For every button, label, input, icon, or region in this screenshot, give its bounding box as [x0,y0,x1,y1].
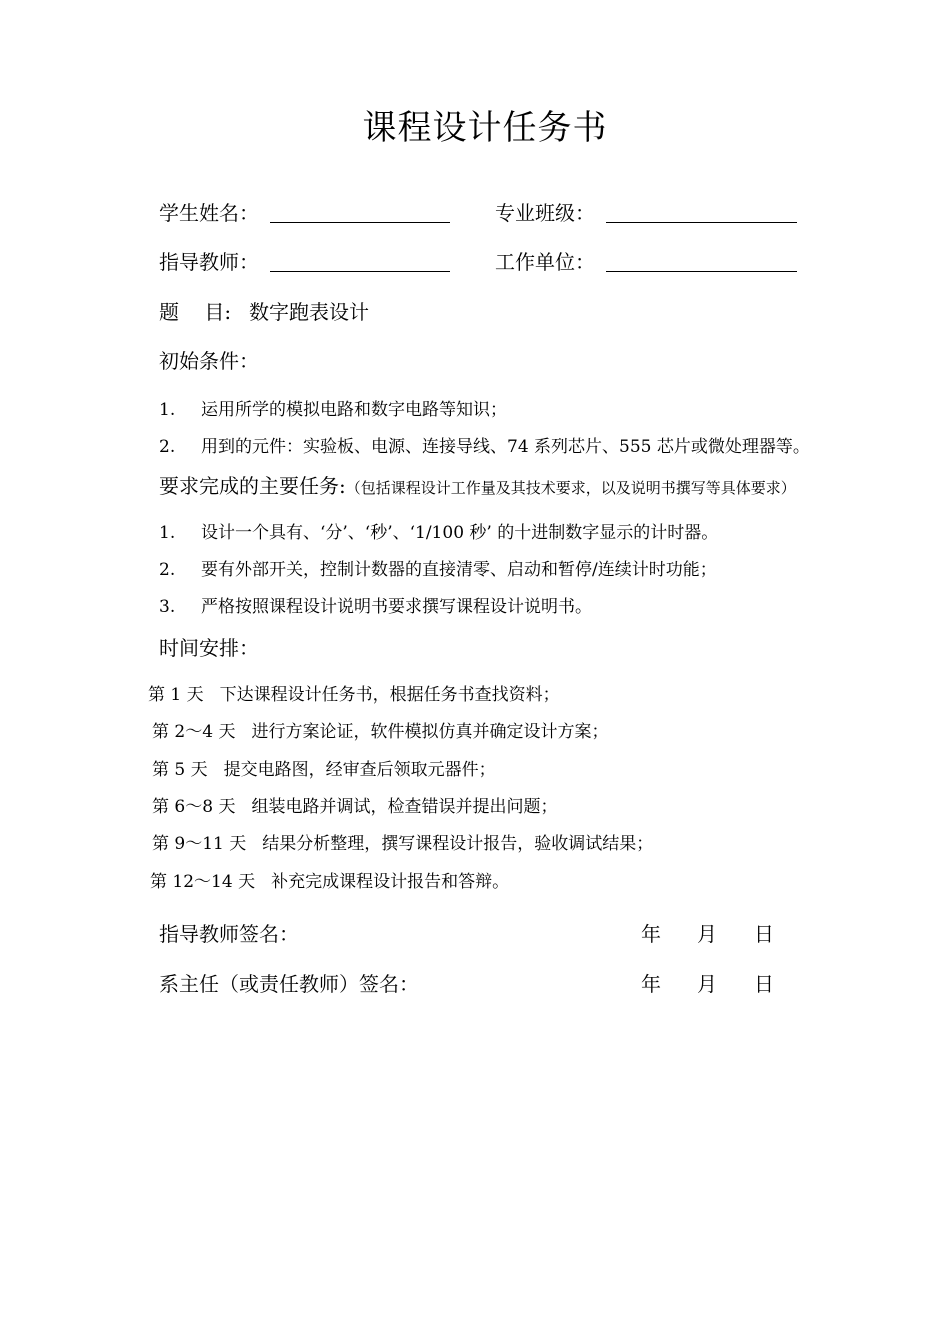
schedule-task: 结果分析整理，撰写课程设计报告，验收调试结果； [262,834,654,854]
item-text: 运用所学的模拟电路和数字电路等知识； [201,400,507,420]
topic-label: 题 目: [159,300,232,324]
main-tasks-note: （包括课程设计工作量及其技术要求，以及说明书撰写等具体要求） [345,479,796,497]
schedule-row [152,717,608,742]
item-text: 要有外部开关，控制计数器的直接清零、启动和暂停/连续计时功能； [201,560,717,580]
schedule-day: 第 6～8 天 [152,797,236,817]
major-class-blank [606,222,797,223]
item-number: 1. [159,523,176,543]
item-text: 严格按照课程设计说明书要求撰写课程设计说明书。 [201,597,592,617]
month-label: 月 [697,922,717,946]
day-label: 日 [754,972,774,996]
student-name-blank [270,222,450,223]
month-label: 月 [697,972,717,996]
initial-conditions-heading: 初始条件： [159,349,259,373]
schedule-day: 第 1 天 [148,685,204,705]
schedule-day: 第 2～4 天 [152,722,236,742]
work-unit-label: 工作单位： [495,250,595,274]
advisor-blank [270,271,450,272]
schedule-heading: 时间安排： [159,636,259,660]
schedule-row [152,792,557,817]
list-item [159,432,810,457]
student-name-label: 学生姓名： [159,201,259,225]
main-tasks-header [159,470,796,499]
list-item [159,592,592,617]
topic-value: 数字跑表设计 [249,300,369,324]
schedule-task: 提交电路图，经审查后领取元器件； [223,760,496,780]
item-number: 3. [159,597,176,617]
day-label: 日 [754,922,774,946]
schedule-task: 进行方案论证，软件模拟仿真并确定设计方案； [251,722,609,742]
year-label: 年 [641,972,661,996]
schedule-task: 下达课程设计任务书，根据任务书查找资料； [219,685,560,705]
item-number: 1. [159,400,176,420]
list-item [159,395,507,420]
schedule-task: 补充完成课程设计报告和答辩。 [271,872,510,892]
schedule-day: 第 12～14 天 [150,872,256,892]
item-number: 2. [159,437,176,457]
schedule-row [148,680,560,705]
schedule-row [152,755,496,780]
schedule-day: 第 9～11 天 [152,834,247,854]
schedule-task: 组装电路并调试，检查错误并提出问题； [251,797,558,817]
year-label: 年 [641,922,661,946]
page-title: 课程设计任务书 [362,108,608,148]
main-tasks-heading: 要求完成的主要任务: [159,474,346,498]
advisor-signature-label: 指导教师签名： [159,922,299,946]
list-item [159,518,718,543]
schedule-row [150,867,509,892]
work-unit-blank [606,271,797,272]
director-signature-label: 系主任（或责任教师）签名： [159,972,419,996]
item-number: 2. [159,560,176,580]
schedule-row [152,829,653,854]
list-item [159,555,717,580]
major-class-label: 专业班级： [495,201,595,225]
item-text: 设计一个具有、‘分’、‘秒’、‘1/100 秒’ 的十进制数字显示的计时器。 [201,523,719,543]
advisor-label: 指导教师： [159,250,259,274]
item-text: 用到的元件：实验板、电源、连接导线、74 系列芯片、555 芯片或微处理器等。 [201,437,810,457]
schedule-day: 第 5 天 [152,760,208,780]
